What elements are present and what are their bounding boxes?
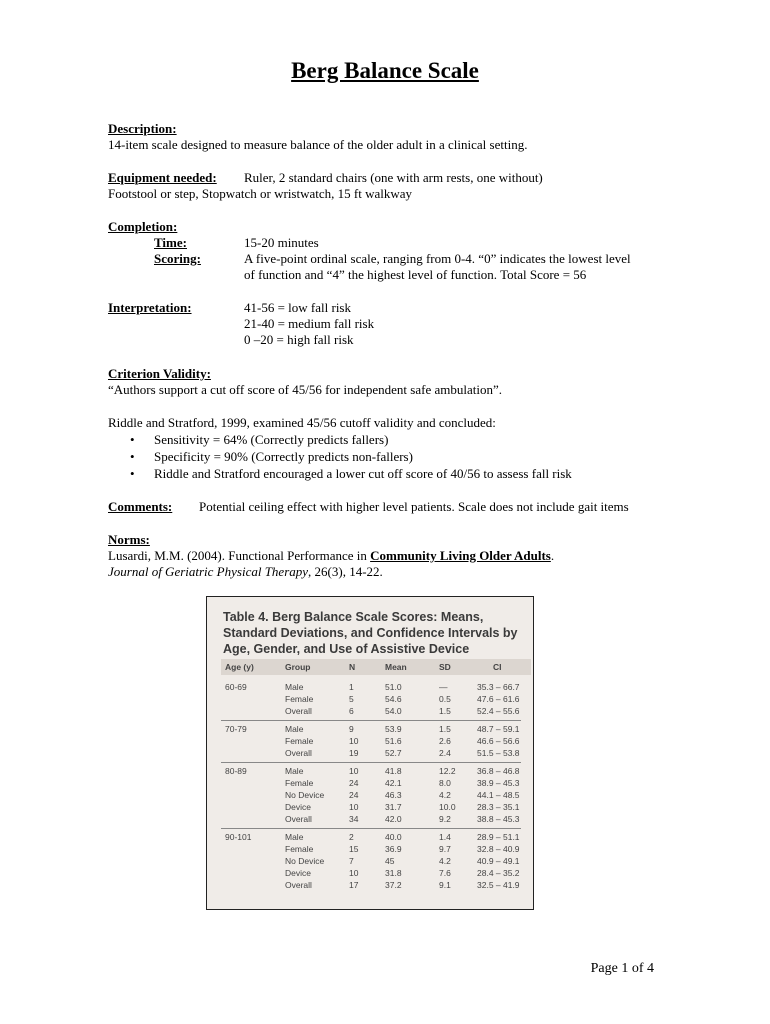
- table-cell: 2.4: [439, 748, 451, 758]
- table-cell: 28.9 – 51.1: [477, 832, 520, 842]
- table-cell: 44.1 – 48.5: [477, 790, 520, 800]
- table-age-group: 70-79: [225, 724, 247, 734]
- scoring-line-2: of function and “4” the highest level of function. Total Score = 56: [244, 267, 587, 282]
- table-cell: 8.0: [439, 778, 451, 788]
- table-cell: 4.2: [439, 790, 451, 800]
- description-text: 14-item scale designed to measure balance of the older adult in a clinical setting.: [108, 137, 528, 152]
- table-header-sd: SD: [439, 662, 451, 672]
- norms-ref-prefix: Lusardi, M.M. (2004). Functional Performance in: [108, 548, 371, 563]
- time-label: Time:: [154, 235, 187, 250]
- table-cell: 51.6: [385, 736, 402, 746]
- table-cell: 48.7 – 59.1: [477, 724, 520, 734]
- table-cell: 1.4: [439, 832, 451, 842]
- norms-journal: [108, 564, 383, 580]
- scoring-line-1: A five-point ordinal scale, ranging from 0-4. “0” indicates the lowest level: [244, 251, 631, 266]
- table-cell: 10: [349, 868, 359, 878]
- list-item: [108, 432, 572, 449]
- scoring-label: Scoring:: [154, 251, 201, 266]
- completion-heading: Completion:: [108, 219, 178, 234]
- table-cell: 36.9: [385, 844, 402, 854]
- table-header-age: Age (y): [225, 662, 254, 672]
- table-cell: Device: [285, 868, 311, 878]
- bullet-icon: •: [130, 449, 135, 464]
- table-cell: 15: [349, 844, 359, 854]
- table-age-group: 90-101: [225, 832, 252, 842]
- table-cell: 7.6: [439, 868, 451, 878]
- description-heading: Description:: [108, 121, 177, 136]
- criterion-bullet-list: [108, 432, 572, 483]
- table-cell: 7: [349, 856, 354, 866]
- table-cell: Overall: [285, 814, 312, 824]
- table-cell: 28.4 – 35.2: [477, 868, 520, 878]
- table-cell: 40.0: [385, 832, 402, 842]
- table-cell: 31.7: [385, 802, 402, 812]
- norms-ref-suffix: .: [550, 548, 555, 563]
- table-cell: 46.6 – 56.6: [477, 736, 520, 746]
- bullet-icon: •: [130, 432, 135, 447]
- table-header-group: Group: [285, 662, 311, 672]
- table-cell: 9.1: [439, 880, 451, 890]
- table-cell: 51.5 – 53.8: [477, 748, 520, 758]
- table-cell: 0.5: [439, 694, 451, 704]
- criterion-quote: “Authors support a cut off score of 45/56 for independent safe ambulation”.: [108, 382, 502, 397]
- table-cell: 37.2: [385, 880, 402, 890]
- interpretation-item: 0 –20 = high fall risk: [244, 332, 354, 347]
- page-number: Page 1 of 4: [590, 961, 654, 976]
- table-cell: 10: [349, 802, 359, 812]
- table-cell: 52.4 – 55.6: [477, 706, 520, 716]
- table-group-divider: [221, 762, 521, 763]
- table-cell: 34: [349, 814, 359, 824]
- table-cell: 31.8: [385, 868, 402, 878]
- table-cell: 32.5 – 41.9: [477, 880, 520, 890]
- table-cell: 1: [349, 682, 354, 692]
- table-cell: 12.2: [439, 766, 456, 776]
- table-cell: 1.5: [439, 724, 451, 734]
- table-cell: 46.3: [385, 790, 402, 800]
- table-cell: 47.6 – 61.6: [477, 694, 520, 704]
- table-cell: Female: [285, 736, 314, 746]
- interpretation-item: 41-56 = low fall risk: [244, 300, 351, 315]
- table-cell: 32.8 – 40.9: [477, 844, 520, 854]
- table-age-group: 60-69: [225, 682, 247, 692]
- table-cell: 53.9: [385, 724, 402, 734]
- table-header-n: N: [349, 662, 356, 672]
- norms-heading: Norms:: [108, 532, 150, 547]
- table-cell: Overall: [285, 706, 312, 716]
- criterion-heading: Criterion Validity:: [108, 366, 211, 381]
- comments-heading: Comments:: [108, 499, 173, 514]
- table-cell: 36.8 – 46.8: [477, 766, 520, 776]
- table-cell: 9.2: [439, 814, 451, 824]
- table-cell: Male: [285, 832, 304, 842]
- table-cell: 38.8 – 45.3: [477, 814, 520, 824]
- table-caption: Table 4. Berg Balance Scale Scores: Means, Standard Deviations, and Confidence Intervals by Age, Gender, and Use of Assistive Device: [223, 610, 518, 656]
- comments-text: Potential ceiling effect with higher level patients. Scale does not include gait items: [199, 499, 629, 514]
- table-cell: Female: [285, 844, 314, 854]
- table-cell: 42.0: [385, 814, 402, 824]
- table-cell: Female: [285, 778, 314, 788]
- table-cell: No Device: [285, 856, 325, 866]
- table-cell: 24: [349, 790, 359, 800]
- bullet-icon: •: [130, 466, 135, 481]
- table-age-group: 80-89: [225, 766, 247, 776]
- table-cell: 2: [349, 832, 354, 842]
- table-cell: 9: [349, 724, 354, 734]
- table-cell: 54.6: [385, 694, 402, 704]
- table-cell: Overall: [285, 880, 312, 890]
- table-cell: Device: [285, 802, 311, 812]
- norms-table-image: [206, 596, 534, 910]
- table-cell: 35.3 – 66.7: [477, 682, 520, 692]
- time-value: 15-20 minutes: [244, 235, 319, 250]
- table-cell: 17: [349, 880, 359, 890]
- norms-reference: [108, 548, 554, 564]
- table-cell: 10.0: [439, 802, 456, 812]
- list-item: [108, 449, 572, 466]
- equipment-line-1: Ruler, 2 standard chairs (one with arm rests, one without): [244, 170, 543, 185]
- table-header-mean: Mean: [385, 662, 407, 672]
- table-cell: 24: [349, 778, 359, 788]
- table-cell: —: [439, 682, 448, 692]
- equipment-heading: Equipment needed:: [108, 170, 217, 185]
- table-cell: 41.8: [385, 766, 402, 776]
- table-cell: 42.1: [385, 778, 402, 788]
- table-cell: 51.0: [385, 682, 402, 692]
- table-cell: 54.0: [385, 706, 402, 716]
- table-cell: 38.9 – 45.3: [477, 778, 520, 788]
- table-cell: 1.5: [439, 706, 451, 716]
- list-item: [108, 466, 572, 483]
- journal-name: Journal of Geriatric Physical Therapy: [108, 564, 309, 579]
- table-cell: 45: [385, 856, 395, 866]
- table-cell: 2.6: [439, 736, 451, 746]
- table-header-ci: CI: [493, 662, 502, 672]
- riddle-intro: Riddle and Stratford, 1999, examined 45/56 cutoff validity and concluded:: [108, 415, 496, 430]
- table-header-row: [221, 659, 531, 675]
- table-cell: 52.7: [385, 748, 402, 758]
- table-cell: Male: [285, 682, 304, 692]
- table-cell: 10: [349, 736, 359, 746]
- equipment-line-2: Footstool or step, Stopwatch or wristwatch, 15 ft walkway: [108, 186, 413, 201]
- table-cell: 9.7: [439, 844, 451, 854]
- table-cell: 40.9 – 49.1: [477, 856, 520, 866]
- bullet-text: Riddle and Stratford encouraged a lower cut off score of 40/56 to assess fall risk: [154, 466, 572, 481]
- table-cell: Male: [285, 766, 304, 776]
- table-cell: 4.2: [439, 856, 451, 866]
- norms-ref-bold: Community Living Older Adults: [370, 548, 551, 563]
- table-cell: 28.3 – 35.1: [477, 802, 520, 812]
- table-group-divider: [221, 828, 521, 829]
- bullet-text: Specificity = 90% (Correctly predicts non-fallers): [154, 449, 413, 464]
- table-cell: Overall: [285, 748, 312, 758]
- table-cell: 19: [349, 748, 359, 758]
- interpretation-item: 21-40 = medium fall risk: [244, 316, 375, 331]
- table-group-divider: [221, 720, 521, 721]
- table-cell: No Device: [285, 790, 325, 800]
- interpretation-heading: Interpretation:: [108, 300, 192, 315]
- journal-suffix: , 26(3), 14-22.: [308, 564, 383, 579]
- table-cell: Male: [285, 724, 304, 734]
- table-cell: 10: [349, 766, 359, 776]
- page-title: Berg Balance Scale: [291, 58, 479, 83]
- table-cell: 5: [349, 694, 354, 704]
- table-cell: 6: [349, 706, 354, 716]
- bullet-text: Sensitivity = 64% (Correctly predicts fallers): [154, 432, 389, 447]
- table-cell: Female: [285, 694, 314, 704]
